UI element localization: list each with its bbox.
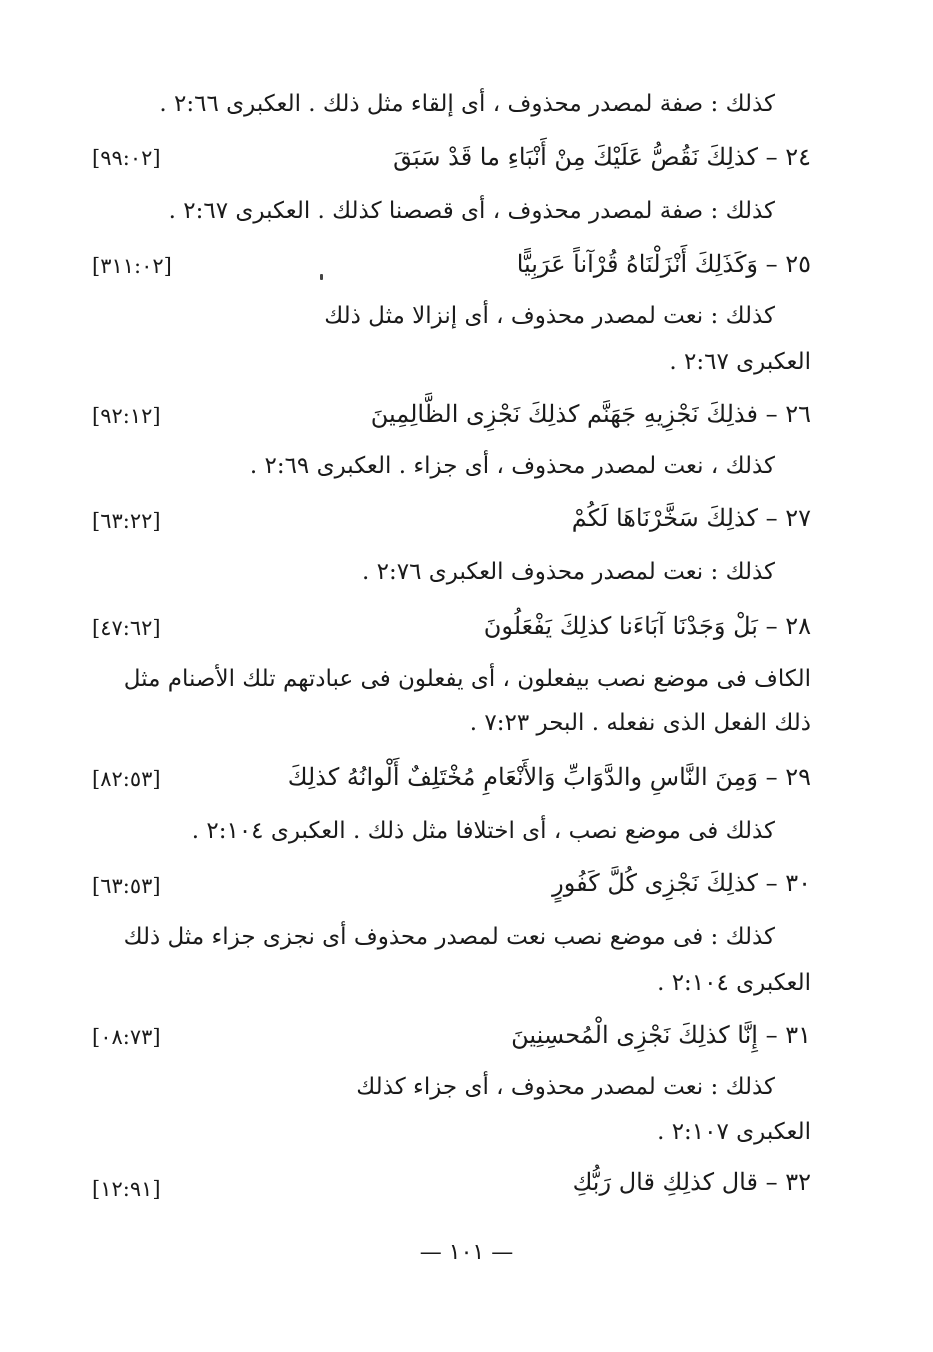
commentary-line: كذلك : نعت لمصدر محذوف ، أى إنزالا مثل ذلك — [324, 303, 775, 329]
verse-line: ٣٢ – قال كذلِكِ قال رَبُّكِ — [572, 1168, 811, 1196]
verse-line: ٢٩ – وَمِنَ النَّاسِ والدَّوَابِّ وَالأَنْعَامِ مُخْتَلِفٌ أَلْوانُهُ كذلِكَ — [287, 763, 811, 791]
verse-reference: [٣٥:٢٨] — [92, 767, 161, 791]
print-speck — [320, 274, 323, 280]
verse-reference: [٣٧:٨٠] — [92, 1025, 161, 1049]
verse-reference: [٢٠:١١٣] — [92, 254, 172, 278]
commentary-line: ذلك الفعل الذى نفعله . البحر ٧:٢٣ . — [469, 710, 811, 736]
commentary-line: العكبرى ٢:٦٧ . — [669, 349, 811, 375]
verse-reference: [٢١:٢٩] — [92, 404, 161, 428]
page-number: — ١٠١ — — [419, 1240, 514, 1265]
verse-line: ٢٨ – بَلْ وَجَدْنَا آبَاءَنا كذلِكَ يَفْعَلُونَ — [483, 612, 811, 640]
commentary-line: كذلك : فى موضع نصب نعت لمصدر محذوف أى نجزى جزاء مثل ذلك — [123, 924, 775, 950]
verse-line: ٣٠ – كذلِكَ نَجْزِى كُلَّ كَفُورٍ — [552, 869, 811, 897]
commentary-line: كذلك : نعت لمصدر محذوف العكبرى ٢:٧٦ . — [362, 559, 775, 585]
verse-reference: [٣٥:٣٦] — [92, 874, 161, 898]
commentary-line: كذلك : نعت لمصدر محذوف ، أى جزاء كذلك — [356, 1074, 775, 1100]
commentary-line: كذلك : صفة لمصدر محذوف ، أى إلقاء مثل ذلك . العكبرى ٢:٦٦ . — [159, 91, 775, 117]
verse-line: ٣١ – إِنَّا كذلِكَ نَجْزِى الْمُحسِنِينَ — [511, 1021, 811, 1049]
commentary-line: كذلك ، نعت لمصدر محذوف ، أى جزاء . العكبرى ٢:٦٩ . — [249, 453, 775, 479]
commentary-line: العكبرى ٢:١٠٧ . — [657, 1119, 811, 1145]
verse-reference: [٢٢:٣٦] — [92, 509, 161, 533]
commentary-line: الكاف فى موضع نصب بيفعلون ، أى يفعلون فى عبادتهم تلك الأصنام مثل — [123, 666, 811, 692]
commentary-line: كذلك : صفة لمصدر محذوف ، أى قصصنا كذلك . العكبرى ٢:٦٧ . — [168, 198, 775, 224]
verse-reference: [١٩:٢١] — [92, 1177, 161, 1201]
verse-line: ٢٦ – فذلِكَ نَجْزِيهِ جَهَنَّم كذلِكَ نَجْزِى الظَّالِمِينَ — [370, 400, 811, 428]
commentary-line: العكبرى ٢:١٠٤ . — [657, 970, 811, 996]
verse-line: ٢٥ – وَكَذَلِكَ أَنْزَلْنَاهُ قُرْآناً عَرَبِيًّا — [516, 250, 811, 278]
verse-line: ٢٤ – كذلِكَ نَقُصُّ عَلَيْكَ مِنْ أَنْبَاءِ ما قَدْ سَبَقَ — [393, 143, 811, 171]
commentary-line: كذلك فى موضع نصب ، أى اختلافا مثل ذلك . العكبرى ٢:١٠٤ . — [191, 818, 775, 844]
verse-reference: [٢٠:٩٩] — [92, 146, 161, 170]
verse-line: ٢٧ – كذلِكَ سَخَّرْنَاهَا لَكُمْ — [571, 504, 811, 532]
verse-reference: [٢٦:٧٤] — [92, 616, 161, 640]
